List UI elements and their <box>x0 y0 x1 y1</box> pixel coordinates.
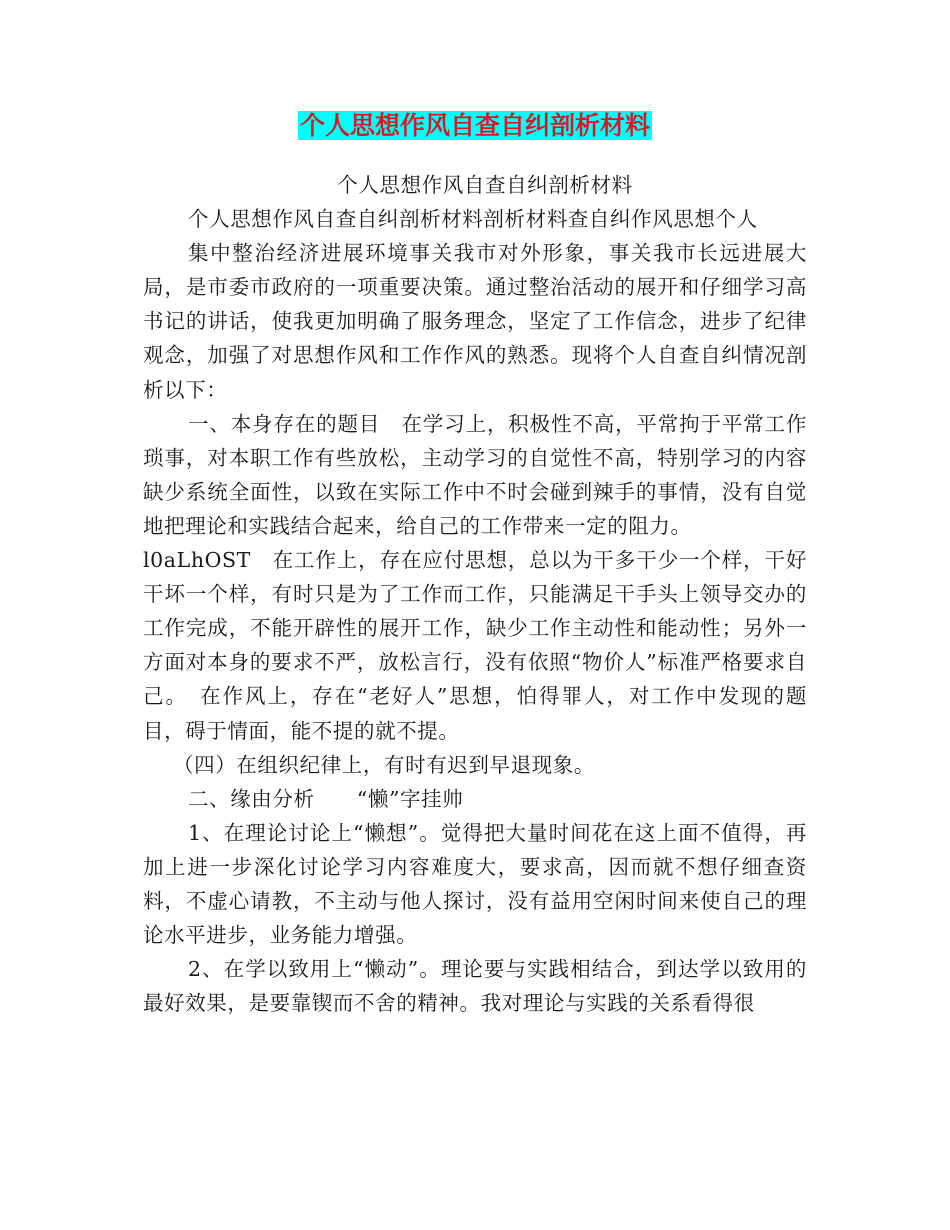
paragraph: 1、在理论讨论上“懒想”。觉得把大量时间花在这上面不值得，再加上进一步深化讨论学习内容难度大，要求高，因而就不想仔细查资料，不虚心请教，不主动与他人探讨，没有益用空闲时间来使自己的理论水平进步，业务能力增强。 <box>143 820 807 948</box>
paragraph: 二、缘由分析 “懒”字挂帅 <box>188 786 464 811</box>
paragraph: 集中整治经济进展环境事关我市对外形象，事关我市长远进展大局，是市委市政府的一项重要决策。通过整治活动的展开和仔细学习高书记的讲话，使我更加明确了服务理念，坚定了工作信念，进步了纪律观念，加强了对思想作风和工作作风的熟悉。现将个人自查自纠情况剖析以下： <box>143 241 807 402</box>
paragraph: 一、本身存在的题目 在学习上，积极性不高，平常拘于平常工作琐事，对本职工作有些放松，主动学习的自觉性不高，特别学习的内容缺少系统全面性，以致在实际工作中不时会碰到辣手的事情，没有自觉地把理论和实践结合起来，给自己的工作带来一定的阻力。 <box>143 411 807 538</box>
paragraph: l0aLhOST 在工作上，存在应付思想，总以为干多干少一个样，干好干坏一个样，有时只是为了工作而工作，只能满足干手头上领导交办的工作完成，不能开辟性的展开工作，缺少工作主动性和能动性；另外一方面对本身的要求不严，放松言行，没有依照“物价人”标准严格要求自己。 在作风上，存在“老好人”思想，怕得罪人，对工作中发现的题目，碍于情面，能不提的就不提。 <box>143 548 807 743</box>
paragraph: 2、在学以致用上“懒动”。理论要与实践相结合，到达学以致用的最好效果，是要靠锲而不舍的精神。我对理论与实践的关系看得很 <box>143 957 807 1016</box>
paragraph: 个人思想作风自查自纠剖析材料剖析材料查自纠作风思想个人 <box>188 207 758 232</box>
document-title <box>0 108 950 144</box>
document-title-text: 个人思想作风自查自纠剖析材料 <box>299 111 650 140</box>
document-body <box>143 168 807 1020</box>
document-subtitle: 个人思想作风自查自纠剖析材料 <box>337 173 633 197</box>
paragraph: （四）在组织纪律上，有时有迟到早退现象。 <box>173 752 595 777</box>
